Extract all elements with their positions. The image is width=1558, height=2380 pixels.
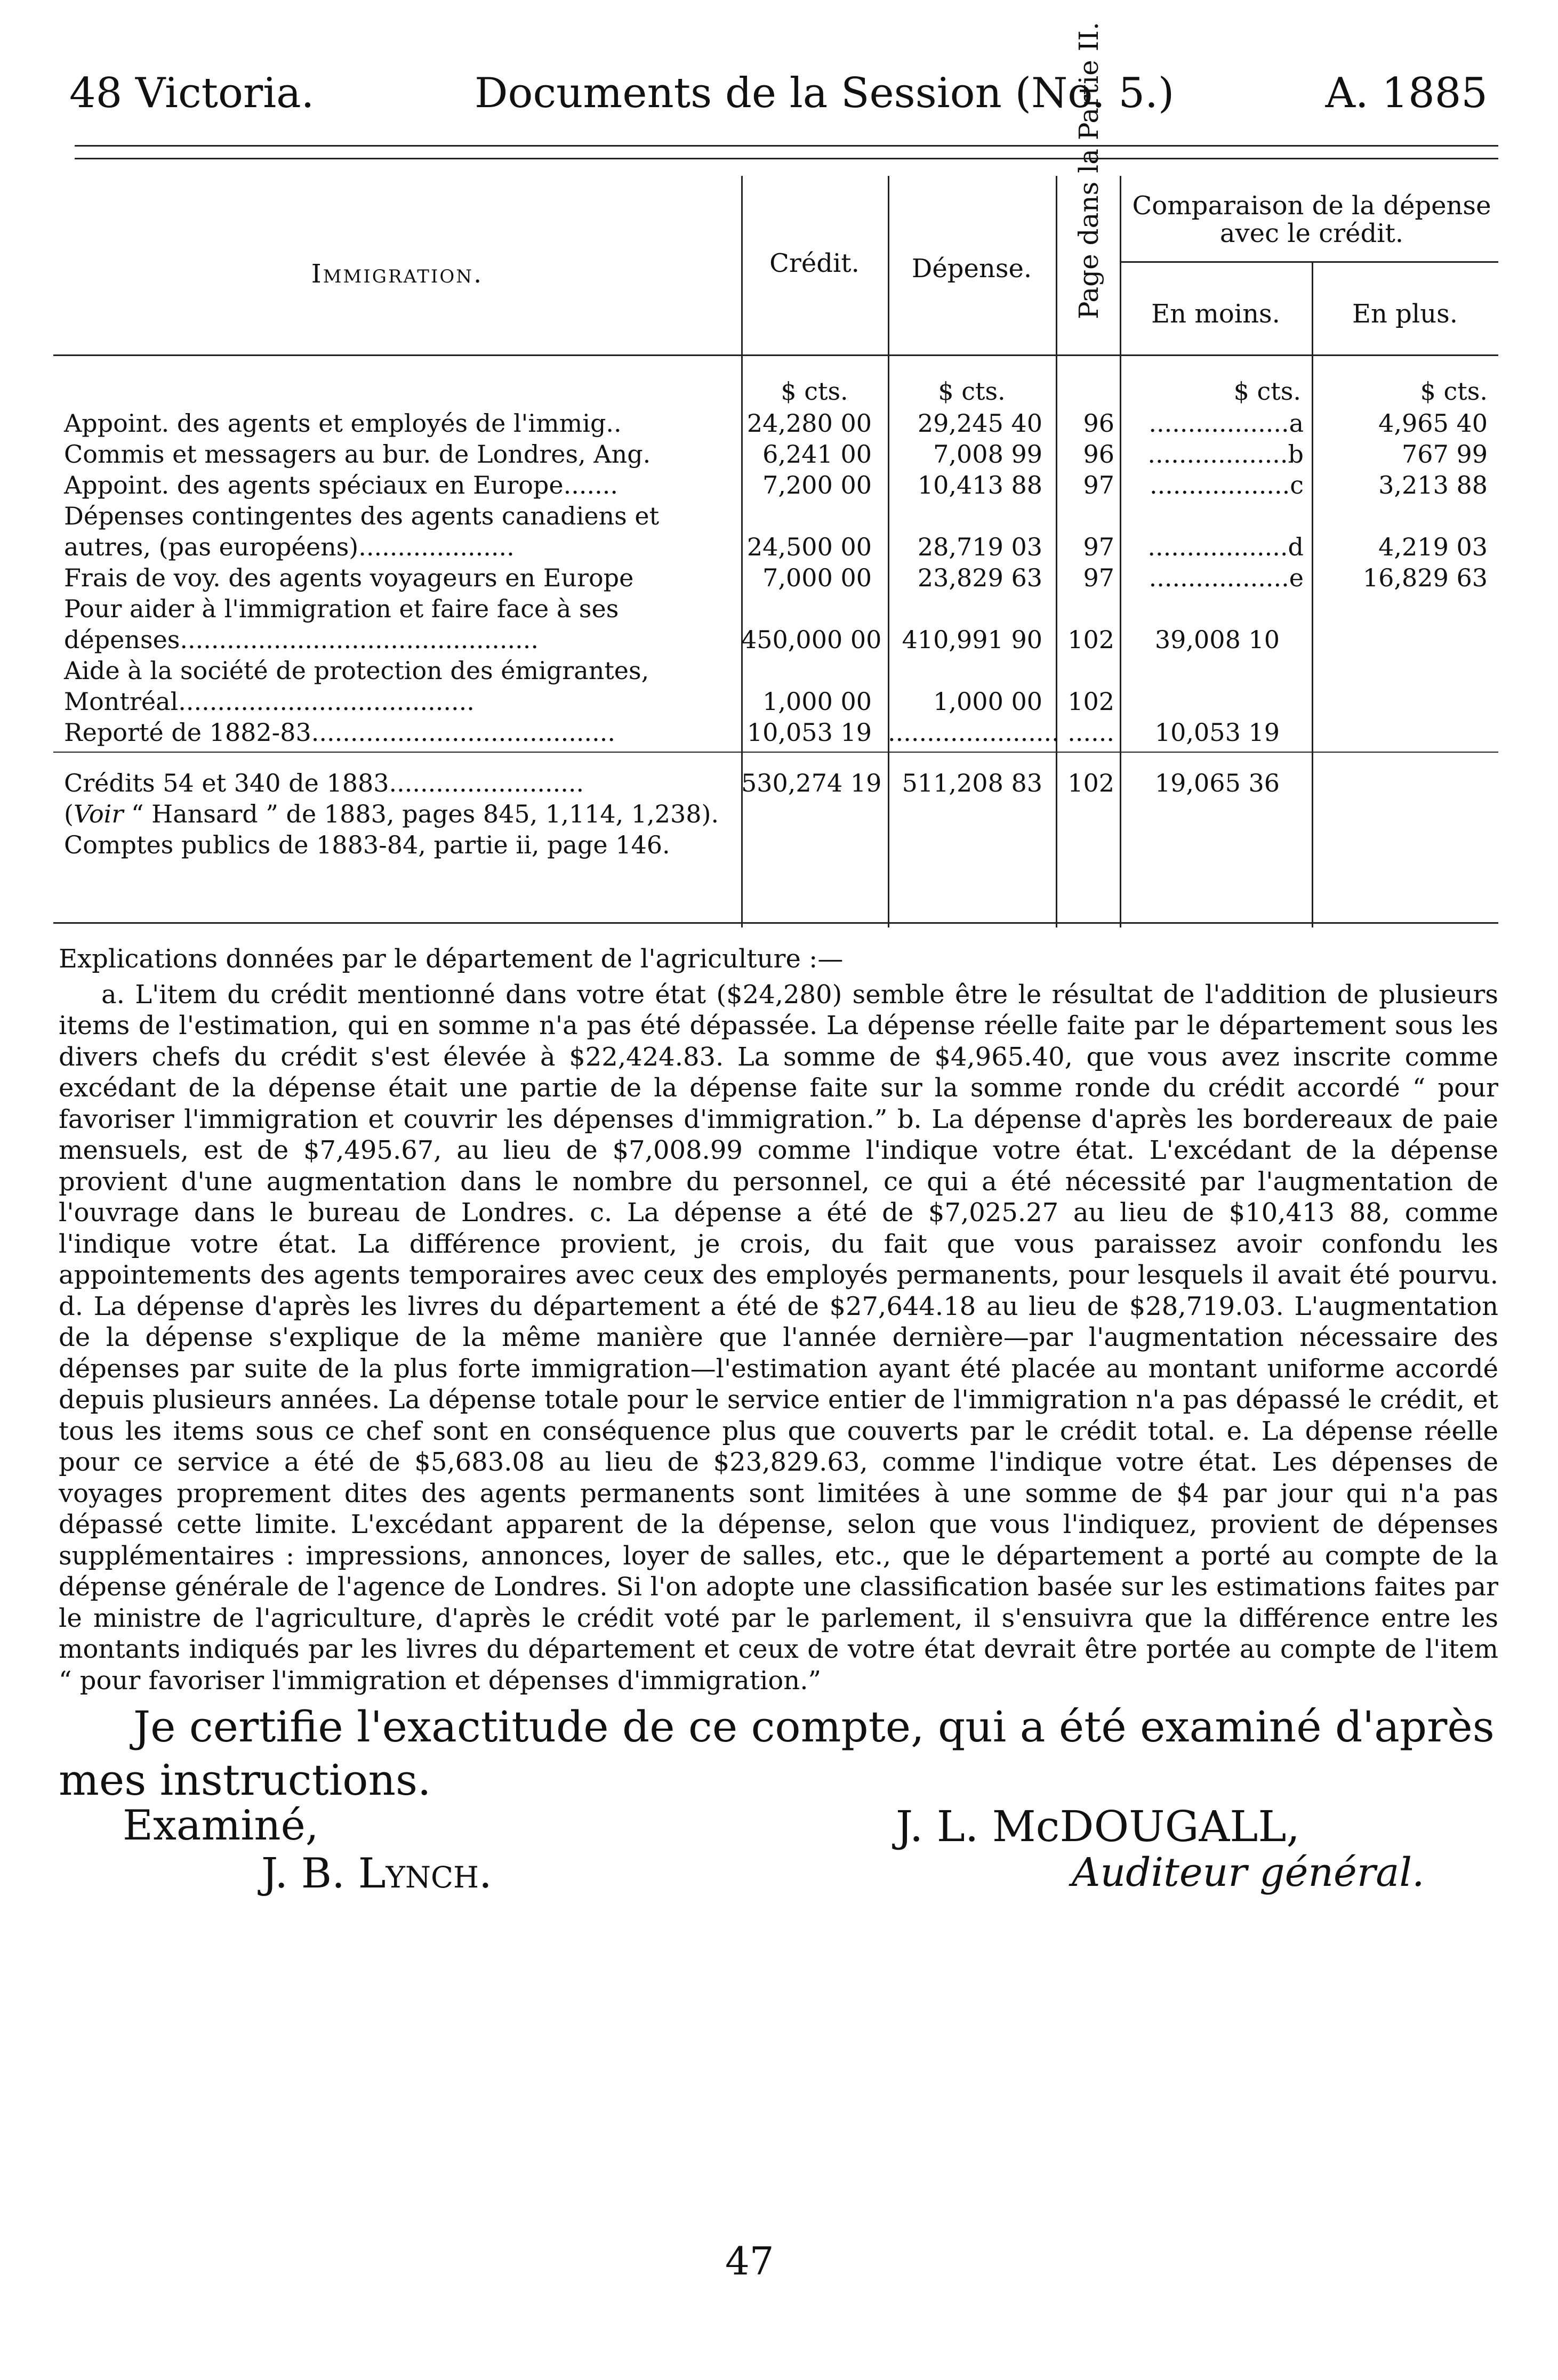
header-left: 48 Victoria.: [69, 69, 315, 117]
row-label: Aide à la société de protection des émigrantes, Montréal......................................: [64, 656, 649, 716]
total-rule: [53, 752, 741, 753]
unit-credit: $ cts.: [781, 377, 848, 406]
total-label: Crédits 54 et 340 de 1883......................... (Voir “ Hansard ” de 1883, pages 845, 1,114, 1,238). Comptes publics de 1883-84, partie ii, page 146.: [64, 769, 719, 859]
row-plus: 3,213 88: [1378, 471, 1488, 499]
col-header-credit: Crédit.: [769, 248, 860, 278]
certification-text: Je certifie l'exactitude de ce compte, qui a été examiné d'après mes instructions.: [59, 1702, 1495, 1805]
comparison-rule: [1120, 261, 1498, 263]
col-header-plus: En plus.: [1352, 299, 1458, 329]
total-page: 102: [1067, 769, 1114, 797]
row-credit: 7,000 00: [762, 563, 872, 592]
row-depense: 1,000 00: [933, 687, 1042, 716]
row-label: Frais de voy. des agents voyageurs en Europe: [64, 563, 634, 592]
unit-plus: $ cts.: [1420, 377, 1488, 406]
page-number: 47: [725, 2239, 774, 2284]
col-header-moins: En moins.: [1151, 299, 1280, 329]
row-depense: ......................: [888, 718, 1059, 747]
row-label: Pour aider à l'immigration et faire face à ses dépenses..............................................: [64, 594, 619, 654]
col-header-comparaison: Comparaison de la dépense avec le crédit.: [1132, 191, 1491, 248]
running-header: [59, 69, 1498, 128]
total-moins: 19,065 36: [1154, 769, 1280, 797]
row-depense: 7,008 99: [933, 440, 1042, 469]
row-credit: 7,200 00: [762, 471, 872, 499]
total-label-main: Crédits 54 et 340 de 1883.........................: [64, 769, 584, 797]
total-rule: [741, 752, 1498, 753]
auditor-name: J. L. McDOUGALL,: [896, 1802, 1300, 1851]
row-moins: ..................a: [1149, 409, 1304, 438]
row-depense: 23,829 63: [917, 563, 1042, 592]
total-label-rest: “ Hansard ” de 1883, pages 845, 1,114, 1,238). Comptes publics de 1883-84, partie ii, page 146.: [64, 800, 719, 859]
header-rule-double: [75, 158, 1498, 159]
row-credit: 1,000 00: [762, 687, 872, 716]
row-plus: 16,829 63: [1362, 563, 1488, 592]
col-divider: [1312, 261, 1313, 927]
row-moins: 10,053 19: [1154, 718, 1280, 747]
row-plus: 767 99: [1402, 440, 1488, 469]
row-page: ......: [1067, 718, 1114, 747]
row-credit: 24,280 00: [746, 409, 872, 438]
row-page: 102: [1067, 625, 1114, 654]
row-depense: 10,413 88: [917, 471, 1042, 499]
col-header-page: Page dans la Partie II.: [1073, 21, 1104, 320]
col-header-section: Immigration.: [311, 259, 484, 289]
row-page: 96: [1083, 440, 1114, 469]
row-page: 96: [1083, 409, 1114, 438]
row-moins: ..................b: [1147, 440, 1304, 469]
row-depense: 28,719 03: [917, 533, 1042, 561]
examine-label: Examiné,: [123, 1802, 319, 1850]
header-bottom-rule: [53, 354, 1498, 356]
row-label: Dépenses contingentes des agents canadiens et autres, (pas européens)....................: [64, 502, 660, 561]
explanation-intro: Explications données par le département de l'agriculture :—: [59, 944, 844, 974]
unit-depense: $ cts.: [938, 377, 1006, 406]
row-moins: ..................d: [1147, 533, 1304, 561]
table-bottom-rule: [53, 922, 1498, 924]
row-moins: ..................c: [1150, 471, 1304, 499]
total-credit: 530,274 19: [741, 769, 882, 797]
row-plus: 4,219 03: [1378, 533, 1488, 561]
row-depense: 410,991 90: [902, 625, 1042, 654]
unit-moins: $ cts.: [1233, 377, 1301, 406]
examiner-name: J. B. Lynch.: [261, 1850, 492, 1898]
row-credit: 10,053 19: [746, 718, 872, 747]
row-credit: 450,000 00: [741, 625, 882, 654]
explanation-section: [59, 943, 1498, 1696]
row-moins: 39,008 10: [1154, 625, 1280, 654]
row-page: 97: [1083, 533, 1114, 561]
header-right: A. 1885: [1325, 69, 1488, 117]
explanation-body: a. L'item du crédit mentionné dans votre état ($24,280) semble être le résultat de l'addition de plusieurs items de l'estimation, qui en somme n'a pas été dépassée. La dépense réelle faite par le département sous les divers chefs du crédit s'est élevée à $22,424.83. La somme de $4,965.40, que vous avez inscrite comme excédant de la dépense était une partie de la dépense faite sur la somme ronde du crédit accordé “ pour favoriser l'immigration et couvrir les dépenses d'immigration.” b. La dépense d'après les bordereaux de paie mensuels, est de $7,495.67, au lieu de $7,008.99 comme l'indique votre état. L'excédant de la dépense provient d'une augmentation dans le nombre du personnel, ce qui a été nécessité par l'augmentation de l'ouvrage dans le bureau de Londres. c. La dépense a été de $7,025.27 au lieu de $10,413 88, comme l'indique votre état. La différence provient, je crois, du fait que vous paraissez avoir confondu les appointements des agents temporaires avec ceux des employés permanents, pour lesquels il avait été pourvu. d. La dépense d'après les livres du département a été de $27,644.18 au lieu de $28,719.03. L'augmentation de la dépense s'explique de la même manière que l'année dernière—par l'augmentation nécessaire des dépenses par suite de la plus forte immigration—l'estimation ayant été placée au montant uniforme accordé depuis plusieurs années. La dépense totale pour le service entier de l'immigration n'a pas dépassé le crédit, et tous les items sous ce chef sont en conséquence plus que couverts par le crédit total. e. La dépense réelle pour ce service a été de $5,683.08 au lieu de $23,829.63, comme l'indique votre état. Les dépenses de voyages proprement dites des agents permanents sont limitées à une somme de $4 par jour qui n'a pas dépassé cette limite. L'excédant apparent de la dépense, selon que vous l'indiquez, provient de dépenses supplémentaires : impressions, annonces, loyer de salles, etc., que le département a porté au compte de la dépense générale de l'agence de Londres. Si l'on adopte une classification basée sur les estimations faites par le ministre de l'agriculture, d'après le crédit voté par le parlement, il s'ensuivra que la différence entre les montants indiqués par les livres du département et ceux de votre état devrait être portée au compte de l'item “ pour favoriser l'immigration et dépenses d'immigration.”: [59, 979, 1498, 1696]
header-rule: [75, 145, 1498, 147]
row-label: Appoint. des agents spéciaux en Europe.......: [64, 471, 618, 499]
row-depense: 29,245 40: [917, 409, 1042, 438]
row-plus: 4,965 40: [1378, 409, 1488, 438]
row-moins: ..................e: [1149, 563, 1304, 592]
col-header-depense: Dépense.: [911, 254, 1032, 284]
total-label-voir: Voir: [73, 800, 124, 828]
total-depense: 511,208 83: [902, 769, 1042, 797]
header-center: Documents de la Session (No. 5.): [475, 69, 1175, 117]
auditor-title: Auditeur général.: [1072, 1850, 1425, 1895]
row-credit: 6,241 00: [762, 440, 872, 469]
row-page: 97: [1083, 471, 1114, 499]
row-page: 97: [1083, 563, 1114, 592]
row-label: Reporté de 1882-83.......................................: [64, 718, 616, 747]
row-label: Appoint. des agents et employés de l'immig..: [64, 409, 622, 438]
row-label: Commis et messagers au bur. de Londres, Ang.: [64, 440, 651, 469]
row-page: 102: [1067, 687, 1114, 716]
row-credit: 24,500 00: [746, 533, 872, 561]
